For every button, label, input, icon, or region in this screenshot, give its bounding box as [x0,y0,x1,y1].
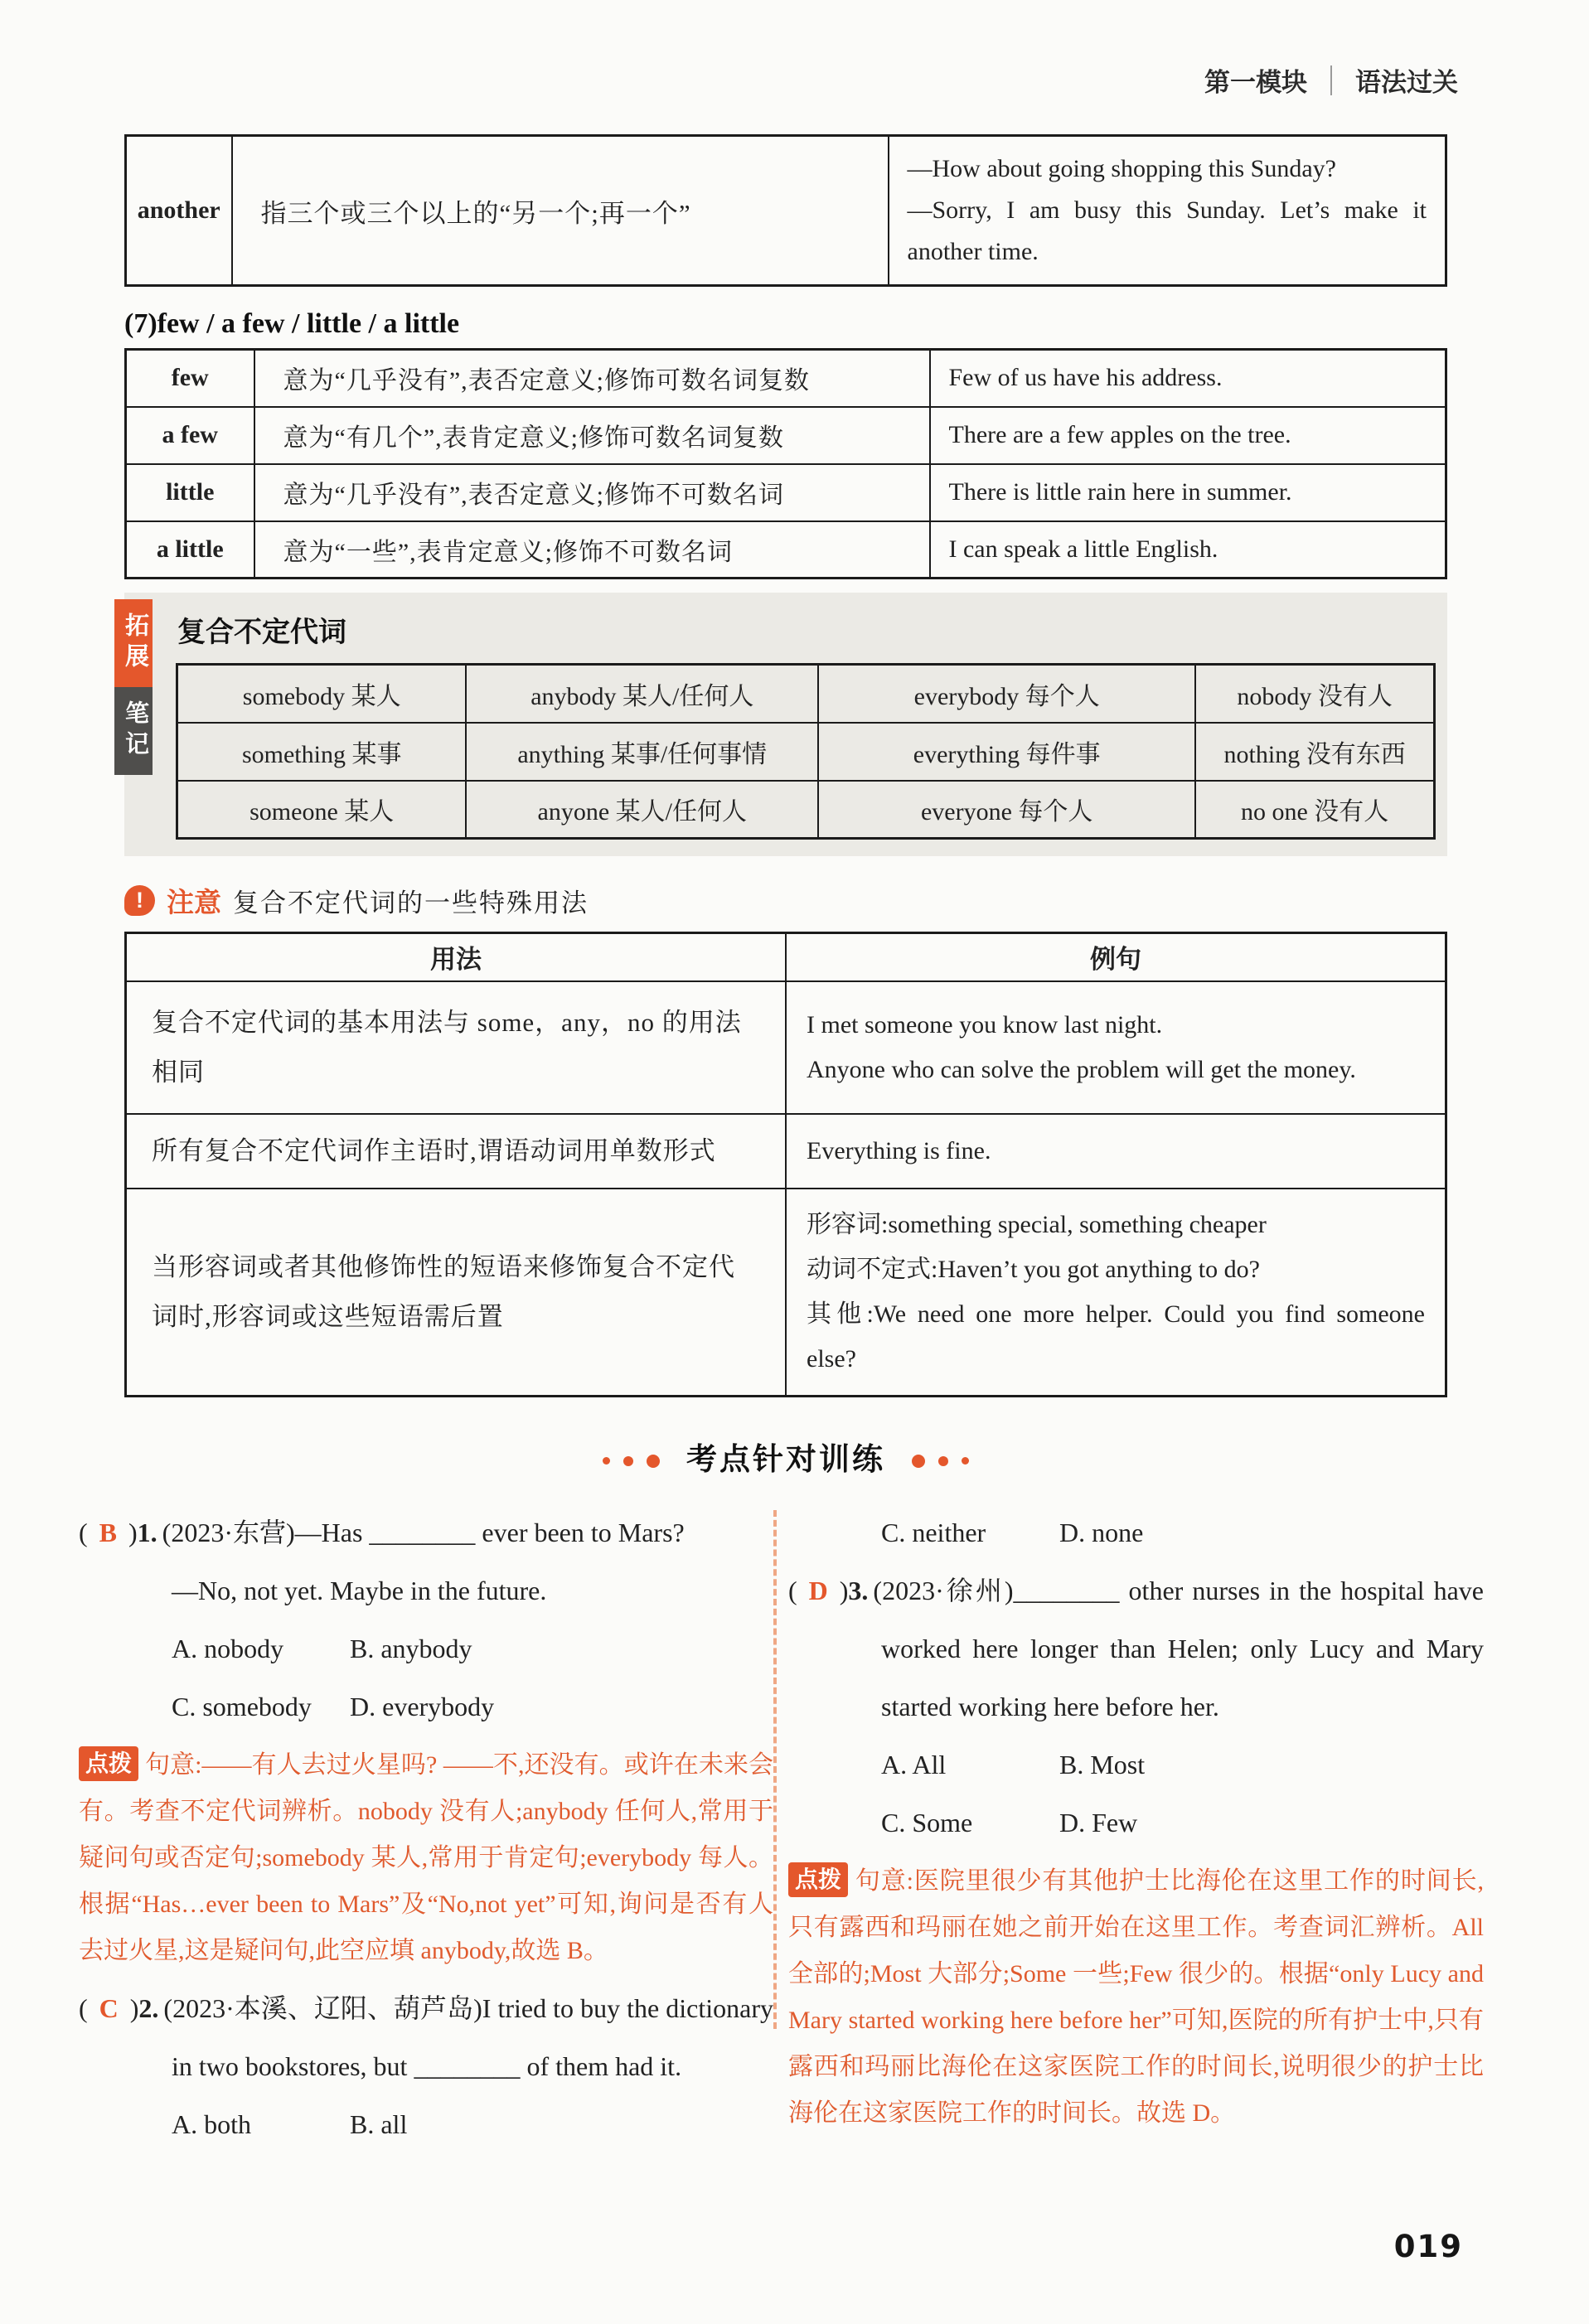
example-line: 其他:We need one more helper. Could you find someone else? [807,1300,1425,1373]
example-line: 形容词:something special, something cheaper [807,1210,1267,1238]
example-line: I met someone you know last night. [807,1010,1163,1039]
question-2-options-continued [788,1503,1484,1561]
option-c: C. neither [881,1517,986,1547]
example-line: 动词不定式:Haven’t you got anything to do? [807,1255,1260,1283]
table-row [177,781,1435,839]
example-cell: There is little rain here in summer. [930,464,1446,521]
heading-dots-left [596,1442,666,1476]
analysis-tag: 点拨 [79,1746,138,1781]
subsection-heading: (7)few / a few / little / a little [124,308,460,339]
option-a: A. both [172,2109,251,2139]
paren-close: ) [129,1992,139,2023]
option-c: C. somebody [172,1691,312,1721]
question-1 [79,1503,773,1736]
exercise-area [79,1503,1484,2153]
example-cell [786,1189,1446,1397]
usage-cell: 当形容词或者其他修饰性的短语来修饰复合不定代词时,形容词或这些短语需后置 [126,1189,787,1397]
option-b: B. anybody [350,1633,472,1663]
example-cell [889,136,1446,286]
question-line: I tried to buy the dictionary in two bookstores, but ________ of them had it. [172,1992,773,2081]
term-cell: a little [126,521,254,579]
analysis-3 [788,1858,1484,2137]
options-row [172,1620,773,1678]
analysis-1 [79,1742,773,1974]
pronoun-cell: anybody 某人/任何人 [466,665,818,723]
attention-title: 复合不定代词的一些特殊用法 [233,888,589,917]
option-d: D. Few [1059,1807,1138,1837]
question-line: —No, not yet. Maybe in the future. [172,1575,547,1605]
page-content [79,134,1484,2153]
option-b: B. all [350,2109,408,2139]
heading-dots-right [905,1442,976,1476]
header-divider [1330,65,1332,95]
question-number: 3. [848,1575,869,1605]
table-row [126,464,1446,521]
running-head [1204,61,1458,99]
options-row [172,2095,773,2153]
question-text [79,1503,773,1561]
question-text [79,1979,773,2095]
analysis-tag: 点拨 [788,1862,848,1897]
attention-label: 注意 [167,887,221,917]
table-row [126,1114,1446,1189]
table-row [126,1189,1446,1397]
pronoun-cell: anyone 某人/任何人 [466,781,818,839]
meaning-cell: 意为“有几个”,表肯定意义;修饰可数名词复数 [254,407,930,464]
notes-tab-top: 拓展 [114,599,153,687]
term-cell: few [126,350,254,407]
training-heading [124,1434,1447,1479]
option-a: A. All [881,1749,947,1779]
paren-open: ( [79,1992,88,2023]
exercise-column-right [777,1503,1484,2153]
option-d: D. none [1059,1517,1144,1547]
question-line: —Has ________ ever been to Mars? [294,1517,685,1547]
meaning-cell: 指三个或三个以上的“另一个;再一个” [232,136,889,286]
example-line: Everything is fine. [807,1136,991,1164]
question-3 [788,1561,1484,1852]
section-title: 语法过关 [1355,68,1458,97]
few-table [124,348,1447,579]
term-cell: another [126,136,232,286]
paren-close: ) [128,1517,138,1547]
pronoun-cell: nobody 没有人 [1195,665,1434,723]
meaning-cell: 意为“几乎没有”,表否定意义;修饰可数名词复数 [254,350,930,407]
table-row [177,665,1435,723]
option-c: C. Some [881,1807,973,1837]
usage-header: 用法 [126,933,787,981]
page-number: 019 [1393,2229,1463,2264]
pronoun-cell: somebody 某人 [177,665,467,723]
table-row [126,981,1446,1114]
options-row [881,1794,1484,1852]
options-row [881,1503,1484,1561]
table-row [126,350,1446,407]
question-line: ________ other nurses in the hospital have worked here longer than Helen; only Lucy and Mary started working here before her. [881,1575,1484,1721]
compound-pronoun-table [176,663,1436,840]
exclamation-icon: ! [124,885,155,916]
question-number: 1. [137,1517,157,1547]
pronoun-cell: everybody 每个人 [818,665,1195,723]
example-cell: Few of us have his address. [930,350,1446,407]
pronoun-cell: nothing 没有东西 [1195,723,1434,781]
table-row [126,521,1446,579]
term-cell: a few [126,407,254,464]
answer-letter: B [99,1517,117,1547]
example-line: Anyone who can solve the problem will get the money. [807,1055,1356,1083]
pronoun-cell: everything 每件事 [818,723,1195,781]
question-source: (2023·东营) [162,1517,295,1547]
usage-cell: 所有复合不定代词作主语时,谓语动词用单数形式 [126,1114,787,1189]
analysis-text: 句意:——有人去过火星吗? ——不,还没有。或许在未来会有。考查不定代词辨析。nobody 没有人;anybody 任何人,常用于疑问句或否定句;somebody 某人,常用于肯定句;everybody 每人。根据“Has…ever been to Mars”及“No,not yet”可知,询问是否有人去过火星,这是疑问句,此空应填 anybody,故选 B。 [79,1750,773,1964]
example-line: —Sorry, I am busy this Sunday. Let’s make it another time. [907,196,1427,265]
analysis-text: 句意:医院里很少有其他护士比海伦在这里工作的时间长,只有露西和玛丽在她之前开始在这里工作。考查词汇辨析。All 全部的;Most 大部分;Some 一些;Few 很少的。根据“only Lucy and Mary started working here before her”可知,医院的所有护士中,只有露西和玛丽比海伦在这家医院工作的时间长,说明很少的护士比海伦在这家医院工作的时间长。故选 D。 [788,1866,1484,2127]
exercise-column-left [79,1503,773,2153]
question-number: 2. [138,1992,159,2023]
pronoun-cell: everyone 每个人 [818,781,1195,839]
answer-letter: D [808,1575,828,1605]
paren-open: ( [788,1575,797,1605]
example-cell: There are a few apples on the tree. [930,407,1446,464]
question-text [788,1561,1484,1736]
pronoun-cell: someone 某人 [177,781,467,839]
example-header: 例句 [786,933,1446,981]
table-header-row [126,933,1446,981]
notes-tab-bottom: 笔记 [114,687,153,775]
table-row [177,723,1435,781]
example-cell: I can speak a little English. [930,521,1446,579]
expansion-notes-block [124,593,1447,856]
table-row [126,407,1446,464]
options-row [172,1678,773,1736]
option-d: D. everybody [350,1691,495,1721]
pronoun-cell: something 某事 [177,723,467,781]
example-cell [786,1114,1446,1189]
options-row [881,1736,1484,1794]
answer-letter: C [99,1992,119,2023]
example-line: —How about going shopping this Sunday? [907,155,1336,182]
notes-tab [114,599,153,775]
notes-title: 复合不定代词 [177,617,346,648]
question-2 [79,1979,773,2153]
pronoun-cell: anything 某事/任何事情 [466,723,818,781]
option-b: B. Most [1059,1749,1146,1779]
term-cell: little [126,464,254,521]
attention-note [124,881,1447,920]
meaning-cell: 意为“一些”,表肯定意义;修饰不可数名词 [254,521,930,579]
option-a: A. nobody [172,1633,284,1663]
paren-open: ( [79,1517,88,1547]
pronoun-cell: no one 没有人 [1195,781,1434,839]
module-title: 第一模块 [1204,68,1307,97]
paren-close: ) [839,1575,849,1605]
example-cell [786,981,1446,1114]
another-table [124,134,1447,287]
usage-cell: 复合不定代词的基本用法与 some，any，no 的用法相同 [126,981,787,1114]
usage-table [124,932,1447,1397]
training-title: 考点针对训练 [686,1441,885,1476]
table-row [126,136,1446,286]
question-source: (2023·徐州) [873,1575,1014,1605]
meaning-cell: 意为“几乎没有”,表否定意义;修饰不可数名词 [254,464,930,521]
question-source: (2023·本溪、辽阳、葫芦岛) [163,1992,482,2023]
